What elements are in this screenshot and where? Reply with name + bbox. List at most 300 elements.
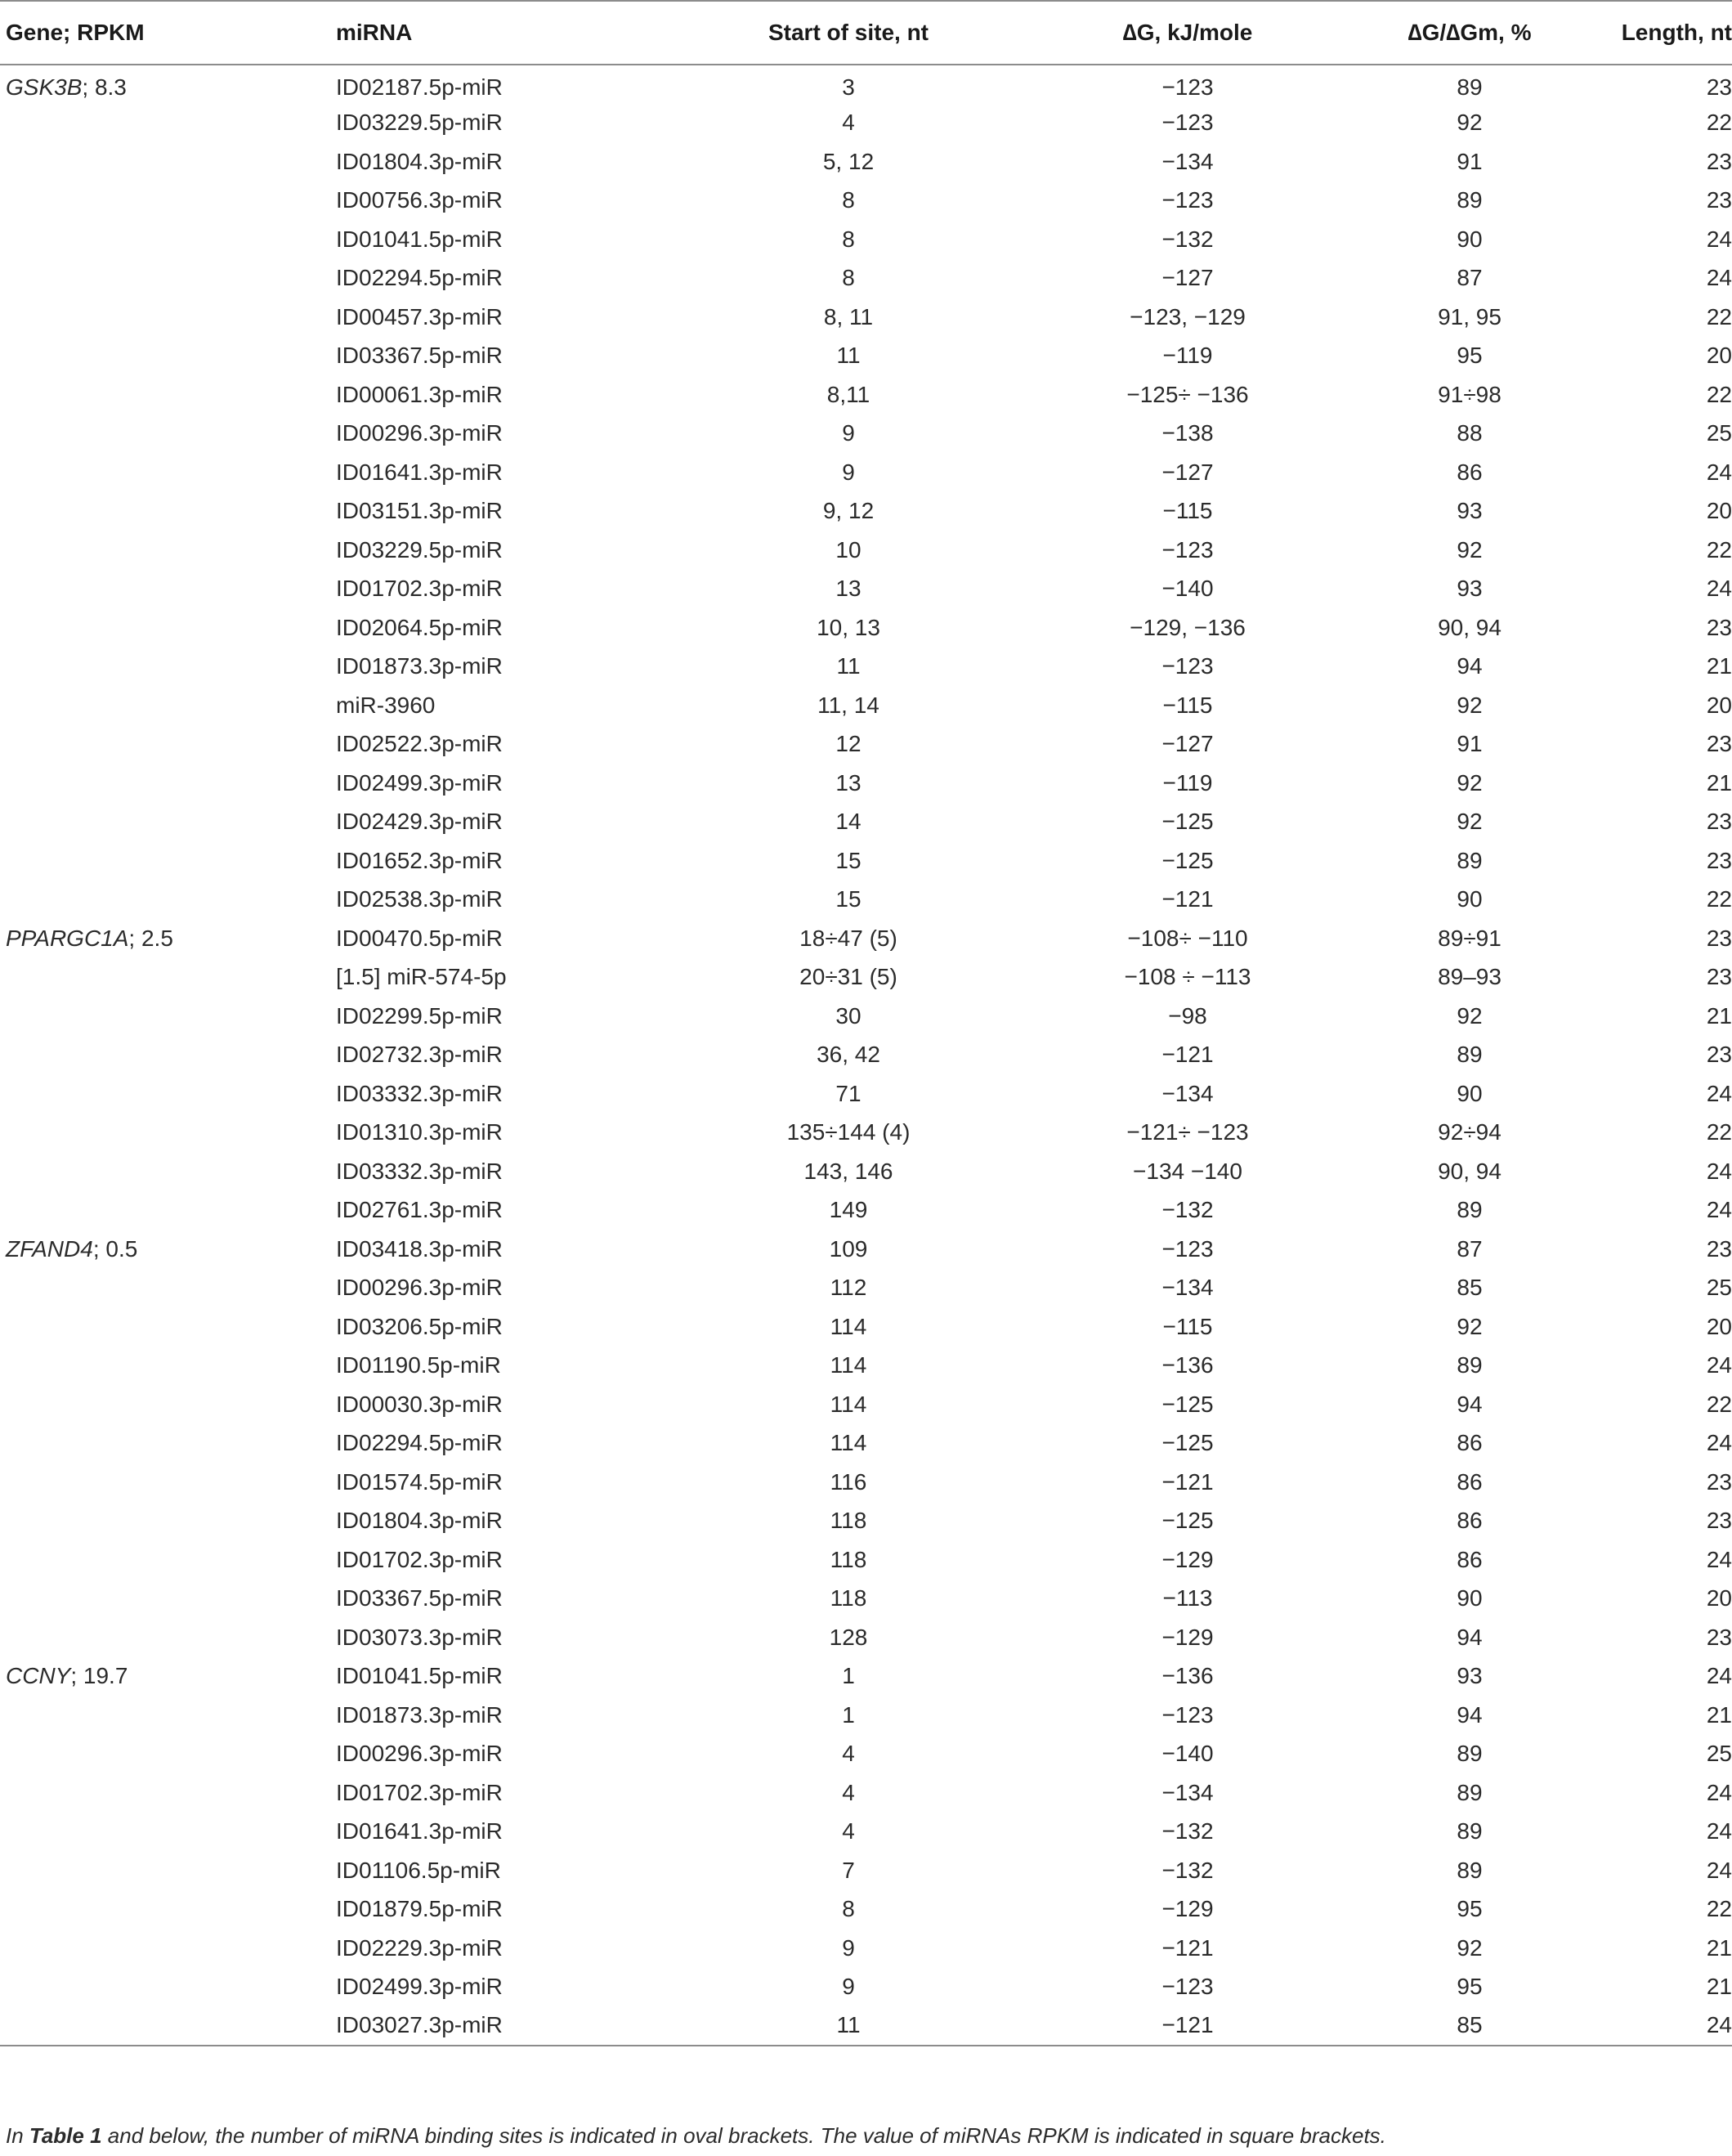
cell-length: 23 [1706,925,1732,951]
cell-start-of-site: 18÷47 (5) [799,925,897,951]
cell-delta-g: −123 [1161,1701,1214,1728]
cell-delta-g: −129 [1161,1624,1214,1650]
cell-length: 22 [1706,886,1732,912]
cell-gene-rpkm [0,1036,317,1075]
cell-length: 24 [1706,459,1732,485]
cell-delta-g: −127 [1161,265,1214,291]
cell-mirna: ID03206.5p-miR [336,1313,503,1339]
cell-gene-rpkm [0,570,317,609]
table-row [0,259,1732,298]
table-row [0,1929,1732,1968]
cell-length: 23 [1706,847,1732,873]
table-row [0,1424,1732,1463]
cell-gene-rpkm [0,65,317,104]
cell-delta-g-ratio: 95 [1457,1896,1483,1922]
cell-mirna: ID02499.3p-miR [336,1974,503,2000]
cell-gene-rpkm [0,1540,317,1580]
cell-delta-g: −132 [1161,1857,1214,1883]
cell-delta-g: −140 [1161,1741,1214,1767]
cell-delta-g: −129 [1161,1546,1214,1572]
cell-gene-rpkm [0,997,317,1036]
cell-length: 23 [1706,1235,1732,1262]
table-row [0,220,1732,259]
cell-delta-g: −121 [1161,1468,1214,1495]
cell-mirna: ID03332.3p-miR [336,1080,503,1106]
cell-start-of-site: 109 [829,1235,868,1262]
cell-length: 24 [1706,1857,1732,1883]
cell-gene-rpkm [0,1230,317,1269]
cell-gene-rpkm [0,1618,317,1657]
cell-start-of-site: 8 [842,187,855,213]
cell-delta-g: −138 [1161,420,1214,446]
table-row [0,841,1732,881]
cell-mirna: ID02761.3p-miR [336,1197,503,1223]
table-row [0,919,1732,958]
cell-delta-g: −136 [1161,1352,1214,1378]
cell-start-of-site: 10 [835,536,862,563]
cell-delta-g-ratio: 92 [1457,769,1483,796]
cell-gene-rpkm [0,415,317,454]
table-row [0,1269,1732,1308]
cell-mirna: ID01041.5p-miR [336,226,503,252]
cell-mirna: ID00030.3p-miR [336,1391,503,1417]
cell-delta-g-ratio: 92 [1457,809,1483,835]
cell-mirna: [1.5] miR-574-5p [336,964,507,990]
cell-length: 23 [1706,187,1732,213]
cell-gene-rpkm [0,1502,317,1541]
table-row [0,803,1732,842]
cell-start-of-site: 9 [842,1974,855,2000]
cell-mirna: ID02294.5p-miR [336,1430,503,1456]
cell-start-of-site: 11 [836,653,861,679]
header-row [0,1,1732,65]
cell-mirna: ID01873.3p-miR [336,1701,503,1728]
cell-delta-g-ratio: 90 [1457,886,1483,912]
cell-gene-rpkm [0,104,317,143]
cell-length: 24 [1706,1352,1732,1378]
cell-delta-g: −123 [1161,74,1214,101]
cell-start-of-site: 7 [842,1857,855,1883]
cell-mirna: ID01702.3p-miR [336,1779,503,1805]
cell-delta-g-ratio: 89–93 [1438,964,1502,990]
cell-gene-rpkm [0,1152,317,1191]
cell-mirna: ID02499.3p-miR [336,769,503,796]
header-mirna: miRNA [317,1,669,65]
cell-delta-g: −121 [1161,1042,1214,1068]
cell-delta-g-ratio: 95 [1457,343,1483,369]
table-row [0,2006,1732,2046]
cell-length: 22 [1706,1896,1732,1922]
table-row [0,298,1732,337]
cell-mirna: ID02522.3p-miR [336,731,503,757]
cell-length: 23 [1706,1508,1732,1534]
cell-gene-rpkm [0,1191,317,1230]
cell-mirna: ID01873.3p-miR [336,653,503,679]
cell-delta-g: −132 [1161,1818,1214,1844]
cell-length: 23 [1706,731,1732,757]
cell-start-of-site: 4 [842,1779,855,1805]
cell-length: 24 [1706,1080,1732,1106]
gene-name: CCNY [6,1663,71,1689]
cell-delta-g-ratio: 92 [1457,1934,1483,1961]
cell-length: 23 [1706,1624,1732,1650]
table-row [0,1502,1732,1541]
cell-start-of-site: 3 [842,74,855,101]
table-row [0,375,1732,415]
cell-mirna: ID02299.5p-miR [336,1002,503,1029]
cell-delta-g-ratio: 92 [1457,692,1483,718]
gene-name: GSK3B [6,74,83,101]
cell-start-of-site: 118 [830,1546,867,1572]
cell-start-of-site: 8,11 [826,381,870,407]
table-row [0,1696,1732,1735]
cell-length: 23 [1706,148,1732,174]
cell-length: 24 [1706,576,1732,602]
cell-mirna: ID02064.5p-miR [336,614,503,640]
header-start-of-site: Start of site, nt [669,1,1028,65]
cell-mirna: ID01879.5p-miR [336,1896,503,1922]
cell-length: 20 [1706,343,1732,369]
cell-delta-g: −123, −129 [1130,303,1246,329]
cell-delta-g-ratio: 94 [1457,653,1483,679]
table-row [0,1191,1732,1230]
table-row [0,881,1732,920]
cell-start-of-site: 8 [842,226,855,252]
cell-delta-g: −125 [1161,1430,1214,1456]
cell-start-of-site: 9 [842,459,855,485]
table-row [0,1385,1732,1424]
cell-start-of-site: 8 [842,265,855,291]
cell-gene-rpkm [0,375,317,415]
cell-length: 24 [1706,1546,1732,1572]
cell-gene-rpkm [0,1424,317,1463]
table-row [0,1036,1732,1075]
cell-gene-rpkm [0,1463,317,1502]
cell-delta-g: −134 [1161,148,1214,174]
cell-delta-g-ratio: 85 [1457,1275,1483,1301]
table-row [0,492,1732,531]
cell-start-of-site: 114 [830,1391,867,1417]
cell-delta-g: −134 [1161,1779,1214,1805]
cell-gene-rpkm [0,1385,317,1424]
table-row [0,453,1732,492]
cell-delta-g-ratio: 86 [1457,1468,1483,1495]
table-row [0,1074,1732,1114]
cell-mirna: ID01310.3p-miR [336,1119,503,1145]
cell-mirna: ID00296.3p-miR [336,420,503,446]
cell-length: 22 [1706,1119,1732,1145]
table-row [0,1463,1732,1502]
cell-delta-g: −121 [1161,1934,1214,1961]
cell-start-of-site: 8 [842,1896,855,1922]
cell-delta-g: −125 [1161,1508,1214,1534]
cell-gene-rpkm [0,259,317,298]
header-gene-rpkm: Gene; RPKM [0,1,317,65]
table-row [0,415,1732,454]
cell-start-of-site: 71 [835,1080,862,1106]
cell-delta-g-ratio: 89 [1457,1857,1483,1883]
cell-delta-g-ratio: 90 [1457,1585,1483,1611]
gene-rpkm: ; 8.3 [82,74,127,101]
cell-gene-rpkm [0,725,317,764]
header-delta-g-ratio: ∆G/∆Gm, % [1347,1,1592,65]
cell-start-of-site: 149 [829,1197,868,1223]
cell-delta-g-ratio: 89 [1457,187,1483,213]
cell-mirna: ID02187.5p-miR [336,74,503,101]
cell-mirna: ID03229.5p-miR [336,110,503,136]
cell-delta-g-ratio: 95 [1457,1974,1483,2000]
cell-delta-g: −115 [1162,498,1213,524]
table-row [0,1347,1732,1386]
cell-start-of-site: 10, 13 [817,614,880,640]
table-row [0,1813,1732,1852]
cell-mirna: ID01702.3p-miR [336,1546,503,1572]
table-row [0,1114,1732,1153]
table-header [0,1,1732,65]
cell-delta-g: −121 [1028,2006,1347,2046]
cell-mirna: ID01641.3p-miR [336,1818,503,1844]
cell-start-of-site: 114 [830,1352,867,1378]
cell-delta-g: −132 [1161,1197,1214,1223]
cell-length: 24 [1706,1197,1732,1223]
table-row [0,1735,1732,1774]
cell-length: 24 [1706,1818,1732,1844]
cell-delta-g: −123 [1161,1974,1214,2000]
cell-length: 25 [1706,420,1732,446]
table-row [0,1230,1732,1269]
cell-mirna: ID03151.3p-miR [336,498,503,524]
cell-start-of-site: 9 [842,1934,855,1961]
table-row [0,1773,1732,1813]
cell-length: 20 [1706,1585,1732,1611]
cell-length: 21 [1706,769,1732,796]
gene-name: PPARGC1A [6,925,129,951]
cell-length: 21 [1706,1701,1732,1728]
cell-length: 23 [1706,614,1732,640]
gene-name: ZFAND4 [6,1235,93,1262]
cell-delta-g-ratio: 89 [1457,1779,1483,1805]
gene-rpkm: ; 19.7 [70,1663,128,1689]
cell-mirna: ID01041.5p-miR [336,1663,503,1689]
cell-delta-g: −123 [1161,536,1214,563]
cell-start-of-site: 135÷144 (4) [786,1119,911,1145]
cell-start-of-site: 116 [830,1468,867,1495]
cell-delta-g: −134 −140 [1133,1158,1242,1184]
cell-delta-g: −123 [1161,653,1214,679]
cell-gene-rpkm [0,764,317,803]
cell-start-of-site: 8, 11 [823,303,874,329]
cell-delta-g: −98 [1168,1002,1207,1029]
cell-length: 25 [1706,1275,1732,1301]
cell-delta-g: −119 [1162,769,1213,796]
cell-mirna: ID02732.3p-miR [336,1042,503,1068]
cell-gene-rpkm [0,220,317,259]
cell-start-of-site: 114 [830,1313,867,1339]
cell-mirna: ID02429.3p-miR [336,809,503,835]
cell-length: 23 [1706,74,1732,101]
cell-delta-g-ratio: 91÷98 [1438,381,1502,407]
cell-length: 24 [1706,265,1732,291]
header-length: Length, nt [1592,1,1732,65]
cell-delta-g: −127 [1161,459,1214,485]
cell-mirna: ID01190.5p-miR [336,1352,501,1378]
cell-delta-g-ratio: 87 [1457,1235,1483,1262]
cell-delta-g-ratio: 90 [1457,226,1483,252]
cell-delta-g: −127 [1161,731,1214,757]
table-row [0,958,1732,997]
cell-delta-g-ratio: 85 [1347,2006,1592,2046]
cell-mirna: ID01702.3p-miR [336,576,503,602]
cell-length: 21 [1706,1002,1732,1029]
cell-length: 22 [1706,381,1732,407]
cell-delta-g-ratio: 86 [1457,1546,1483,1572]
footnote-prefix: In [6,2123,29,2148]
cell-mirna: ID01574.5p-miR [336,1468,503,1495]
cell-gene-rpkm [0,881,317,920]
cell-delta-g-ratio: 89 [1457,1818,1483,1844]
cell-delta-g: −134 [1161,1080,1214,1106]
table-row [0,1580,1732,1619]
cell-delta-g: −136 [1161,1663,1214,1689]
cell-delta-g: −121÷ −123 [1126,1119,1249,1145]
cell-length: 24 [1706,1430,1732,1456]
table-row [0,570,1732,609]
cell-gene-rpkm [0,1696,317,1735]
cell-delta-g-ratio: 93 [1457,498,1483,524]
cell-length: 22 [1706,303,1732,329]
cell-gene-rpkm [0,648,317,687]
cell-start-of-site: 11, 14 [817,692,879,718]
table-row [0,1307,1732,1347]
cell-start-of-site: 118 [830,1508,867,1534]
cell-mirna: ID03332.3p-miR [336,1158,503,1184]
cell-delta-g-ratio: 89÷91 [1438,925,1502,951]
cell-gene-rpkm [0,182,317,221]
cell-length: 24 [1706,1779,1732,1805]
cell-delta-g-ratio: 90 [1457,1080,1483,1106]
cell-length: 20 [1706,692,1732,718]
table-row [0,1540,1732,1580]
cell-delta-g: −113 [1162,1585,1213,1611]
gene-rpkm: ; 2.5 [128,925,173,951]
cell-mirna: ID01804.3p-miR [336,148,503,174]
cell-start-of-site: 20÷31 (5) [799,964,897,990]
cell-length: 25 [1706,1741,1732,1767]
cell-gene-rpkm [0,1114,317,1153]
cell-gene-rpkm [0,841,317,881]
cell-mirna: ID03367.5p-miR [336,343,503,369]
cell-start-of-site: 36, 42 [817,1042,880,1068]
cell-delta-g-ratio: 92 [1457,536,1483,563]
cell-gene-rpkm [0,1074,317,1114]
cell-gene-rpkm [0,1269,317,1308]
cell-length: 23 [1706,809,1732,835]
cell-gene-rpkm [0,531,317,570]
cell-gene-rpkm [0,337,317,376]
cell-start-of-site: 1 [842,1663,855,1689]
table-row [0,1851,1732,1890]
cell-length: 24 [1706,226,1732,252]
cell-start-of-site: 15 [835,886,862,912]
cell-start-of-site: 5, 12 [822,148,875,174]
table-row [0,182,1732,221]
cell-gene-rpkm [0,686,317,725]
cell-gene-rpkm [0,1580,317,1619]
cell-delta-g-ratio: 89 [1457,1741,1483,1767]
cell-delta-g-ratio: 94 [1457,1701,1483,1728]
cell-delta-g: −125 [1161,1391,1214,1417]
table-row [0,1657,1732,1697]
cell-delta-g: −115 [1162,692,1213,718]
cell-delta-g: −115 [1162,1313,1213,1339]
cell-mirna: ID01106.5p-miR [336,1857,501,1883]
table-row [0,997,1732,1036]
cell-delta-g-ratio: 94 [1457,1624,1483,1650]
cell-delta-g-ratio: 94 [1457,1391,1483,1417]
cell-length: 22 [1706,110,1732,136]
table-row [0,1618,1732,1657]
cell-start-of-site: 114 [830,1430,867,1456]
cell-start-of-site: 4 [842,1741,855,1767]
cell-mirna: ID01804.3p-miR [336,1508,503,1534]
cell-mirna: ID02294.5p-miR [336,265,503,291]
cell-delta-g: −119 [1162,343,1213,369]
cell-length: 23 [1706,1042,1732,1068]
cell-start-of-site: 4 [842,1818,855,1844]
cell-delta-g: −108÷ −110 [1127,925,1248,951]
cell-start-of-site: 15 [835,847,862,873]
cell-delta-g: −125 [1161,847,1214,873]
cell-gene-rpkm [0,958,317,997]
cell-mirna: ID02538.3p-miR [336,886,503,912]
cell-delta-g: −125÷ −136 [1126,381,1249,407]
table-row [0,104,1732,143]
cell-mirna: ID00296.3p-miR [336,1741,503,1767]
table-row [0,608,1732,648]
cell-mirna: ID03027.3p-miR [317,2006,669,2046]
cell-gene-rpkm [0,1773,317,1813]
cell-gene-rpkm [0,1347,317,1386]
table-row [0,648,1732,687]
cell-mirna: ID01652.3p-miR [336,847,503,873]
cell-delta-g-ratio: 86 [1457,1430,1483,1456]
footnote-table-ref: Table 1 [29,2123,102,2148]
cell-mirna: ID03229.5p-miR [336,536,503,563]
cell-start-of-site: 4 [842,110,855,136]
header-delta-g: ∆G, kJ/mole [1028,1,1347,65]
cell-start-of-site: 9, 12 [822,498,875,524]
cell-delta-g: −123 [1161,1235,1214,1262]
cell-gene-rpkm [0,1890,317,1930]
cell-mirna: ID01641.3p-miR [336,459,503,485]
cell-start-of-site: 30 [835,1002,862,1029]
cell-mirna: ID00296.3p-miR [336,1275,503,1301]
cell-delta-g-ratio: 93 [1457,1663,1483,1689]
table-row [0,65,1732,104]
table-row [0,1152,1732,1191]
cell-delta-g-ratio: 89 [1457,1042,1483,1068]
table-row [0,1968,1732,2007]
cell-length: 23 [1706,1468,1732,1495]
cell-delta-g-ratio: 92÷94 [1438,1119,1502,1145]
cell-delta-g-ratio: 92 [1457,1313,1483,1339]
cell-start-of-site: 112 [830,1275,867,1301]
table-row [0,725,1732,764]
table-row [0,1890,1732,1930]
cell-delta-g-ratio: 89 [1457,74,1483,101]
cell-gene-rpkm [0,142,317,182]
cell-delta-g-ratio: 91 [1457,731,1483,757]
